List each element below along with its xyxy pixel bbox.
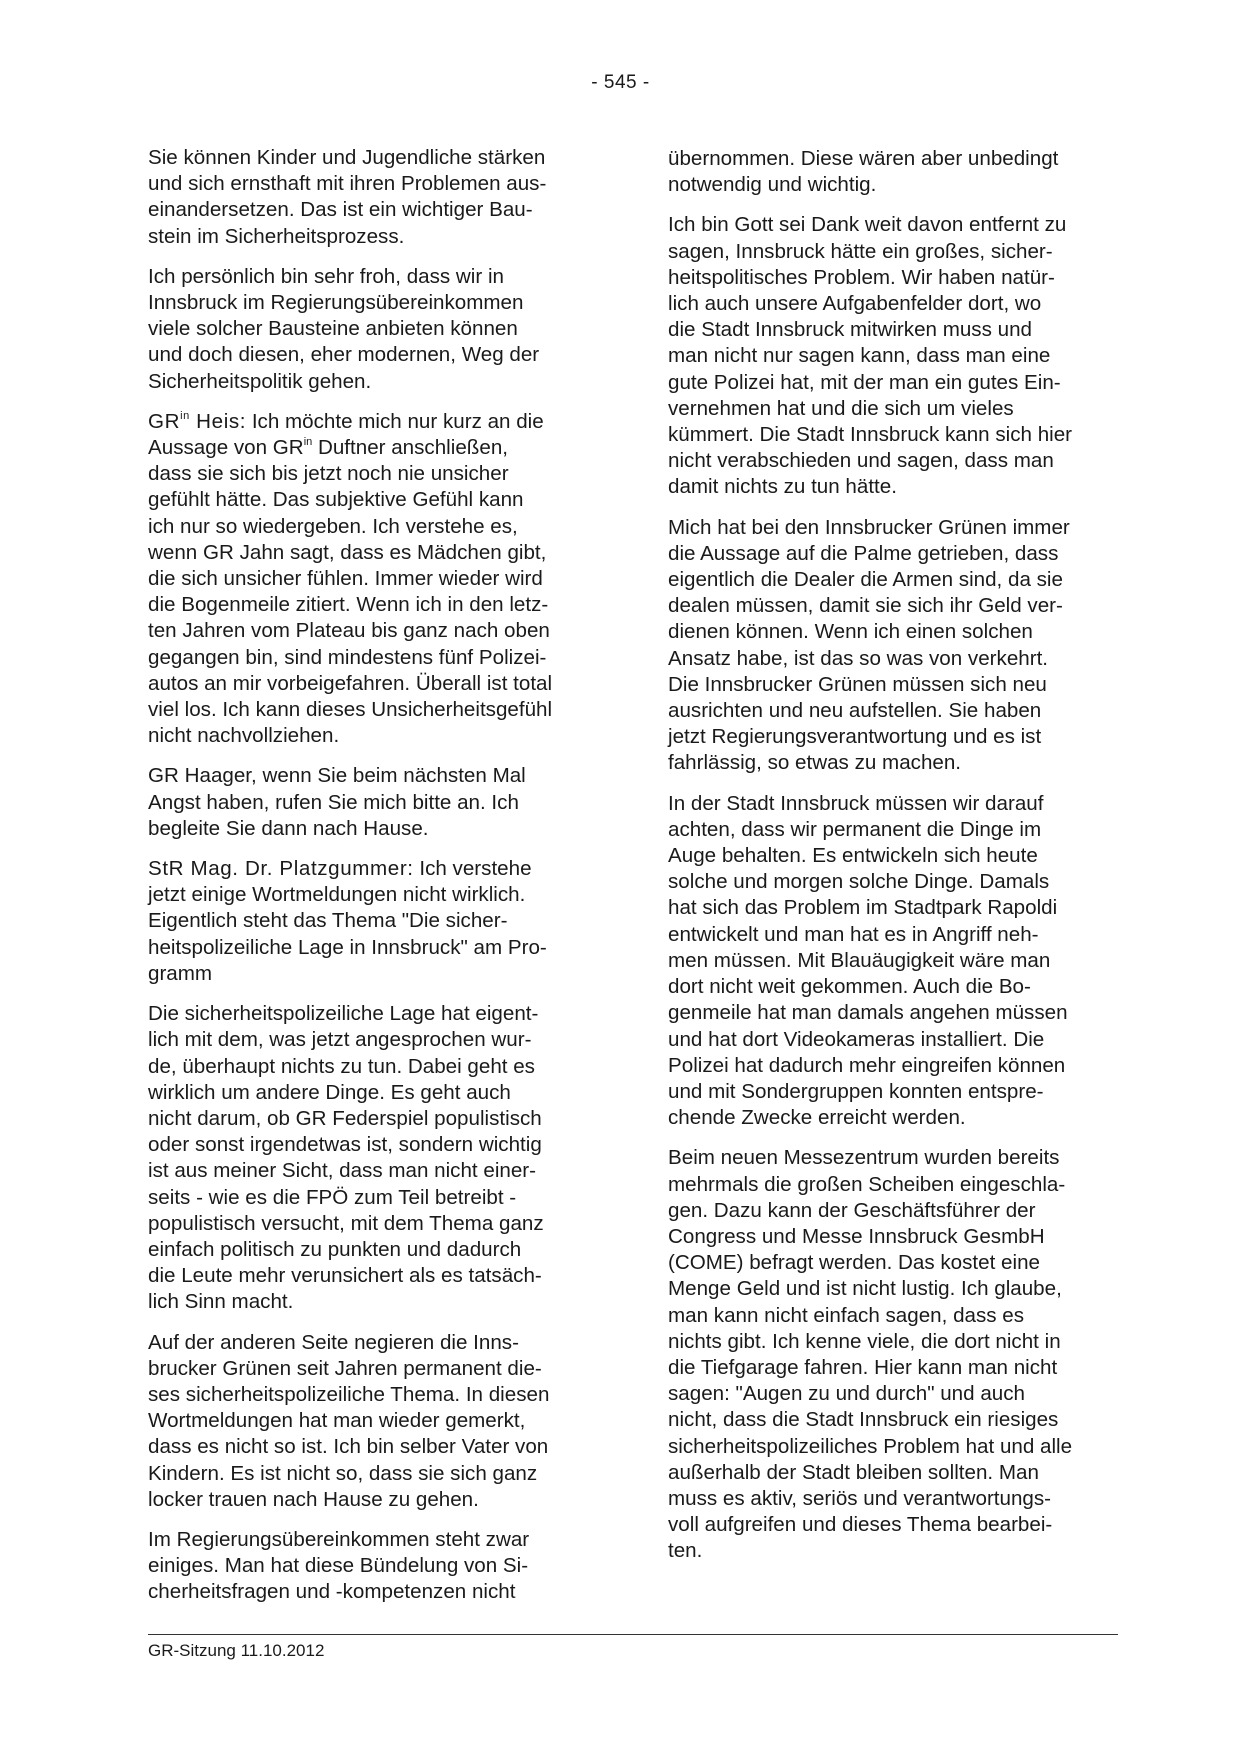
left-paragraph-2: Ich persönlich bin sehr froh, dass wir in Innsbruck im Regierungsübereinkommen viele solcher Bausteine anbieten können und doch diesen, eher modernen, Weg der Sicherheitspolitik gehen. xyxy=(148,264,540,393)
right-column xyxy=(668,146,1130,1579)
speaker-heis-prefix: GR xyxy=(148,409,181,433)
left-paragraph-7: Auf der anderen Seite negieren die Inns- brucker Grünen seit Jahren permanent die- ses sicherheitspolizeiliche Thema. In diesen Wortmeldungen hat man wieder gemerkt, dass es nicht so ist. Ich bin selber Vater von Kindern. Es ist nicht so, dass sie sich ganz locker trauen nach Hause zu gehen. xyxy=(148,1330,550,1511)
left-column xyxy=(148,145,604,1620)
heis-text-a: Ich möchte mich nur kurz an die Aussage von GR xyxy=(148,409,544,460)
right-paragraph-3: Mich hat bei den Innsbrucker Grünen immer die Aussage auf die Palme getrieben, dass eigentlich die Dealer die Armen sind, da sie dealen müssen, damit sie sich ihr Geld ver- dienen können. Wenn ich einen solchen Ansatz habe, ist das so was von verkehrt. Die Innsbrucker Grünen müssen sich neu ausrichten und neu aufstellen. Sie haben jetzt Regierungsverantwortung und es ist fahrlässig, so etwas zu machen. xyxy=(668,515,1070,775)
speaker-heis-name: Heis: xyxy=(189,409,247,433)
left-paragraph-1: Sie können Kinder und Jugendliche stärken und sich ernsthaft mit ihren Problemen aus- einandersetzen. Das ist ein wichtiger Bau- stein im Sicherheitsprozess. xyxy=(148,146,547,248)
footer-divider xyxy=(148,1634,1118,1635)
page-number: - 545 - xyxy=(591,72,650,93)
right-paragraph-1: übernommen. Diese wären aber unbedingt notwendig und wichtig. xyxy=(668,147,1059,197)
footer-session-date: GR-Sitzung 11.10.2012 xyxy=(148,1641,325,1660)
speaker-heis xyxy=(148,410,246,433)
right-paragraph-2: Ich bin Gott sei Dank weit davon entfernt zu sagen, Innsbruck hätte ein großes, sicher- heitspolitisches Problem. Wir haben natür- lich auch unsere Aufgabenfelder dort, wo die Stadt Innsbruck mitwirken muss und man nicht nur sagen kann, dass man eine gute Polizei hat, mit der man ein gutes Ein- vernehmen hat und die sich um vieles kümmert. Die Stadt Innsbruck kann sich hier nicht verabschieden und sagen, dass man damit nichts zu tun hätte. xyxy=(668,213,1073,499)
left-paragraph-3-heis xyxy=(148,409,604,750)
left-paragraph-4: GR Haager, wenn Sie beim nächsten Mal Angst haben, rufen Sie mich bitte an. Ich begleite Sie dann nach Hause. xyxy=(148,764,526,840)
speaker-heis-sup: in xyxy=(180,409,190,422)
heis-text-b: Duftner anschließen, dass sie sich bis jetzt noch nie unsicher gefühlt hätte. Das subjektive Gefühl kann ich nur so wiedergeben. Ich verstehe es, wenn GR Jahn sagt, dass es Mädchen gibt, die sich unsicher fühlen. Immer wieder wird die Bogenmeile zitiert. Wenn ich in den letz- ten Jahren vom Plateau bis ganz nach oben gegangen bin, sind mindestens fünf Polizei- autos an mir vorbeigefahren. Überall ist total viel los. Ich kann dieses Unsicherheitsgefühl nicht nachvollziehen. xyxy=(148,436,553,748)
right-paragraph-5: Beim neuen Messezentrum wurden bereits mehrmals die großen Scheiben eingeschla- gen. Dazu kann der Geschäftsführer der Congress und Messe Innsbruck GesmbH (COME) befragt werden. Das kostet eine Menge Geld und ist nicht lustig. Ich glaube, man kann nicht einfach sagen, dass es nichts gibt. Ich kenne viele, die dort nicht in die Tiefgarage fahren. Hier kann man nicht sagen: "Augen zu und durch" und auch nicht, dass die Stadt Innsbruck ein riesiges sicherheitspolizeiliches Problem hat und alle außerhalb der Stadt bleiben sollten. Man muss es aktiv, seriös und verantwortungs- voll aufgreifen und dieses Thema bearbei- ten. xyxy=(668,1146,1073,1563)
heis-text-sup: in xyxy=(303,436,313,449)
speaker-platzgummer: StR Mag. Dr. Platzgummer: xyxy=(148,857,414,881)
left-paragraph-5-platzgummer xyxy=(148,856,604,987)
right-paragraph-4: In der Stadt Innsbruck müssen wir darauf achten, dass wir permanent die Dinge im Auge behalten. Es entwickeln sich heute solche und morgen solche Dinge. Damals hat sich das Problem im Stadtpark Rapoldi entwickelt und man hat es in Angriff neh- men müssen. Mit Blauäugigkeit wäre man dort nicht weit gekommen. Auch die Bo- genmeile hat man damals angehen müssen und hat dort Videokameras installiert. Die Polizei hat dadurch mehr eingreifen können und mit Sondergruppen konnten entspre- chende Zwecke erreicht werden. xyxy=(668,791,1068,1130)
left-paragraph-8: Im Regierungsübereinkommen steht zwar einiges. Man hat diese Bündelung von Si- cherheitsfragen und -kompetenzen nicht xyxy=(148,1527,530,1604)
platzgummer-text: Ich verstehe jetzt einige Wortmeldungen nicht wirklich. Eigentlich steht das Thema "Die sicher- heitspolizeiliche Lage in Innsbruck" am Pro- gramm xyxy=(148,857,547,985)
left-paragraph-6: Die sicherheitspolizeiliche Lage hat eigent- lich mit dem, was jetzt angesprochen wur- de, überhaupt nichts zu tun. Dabei geht es wirklich um andere Dinge. Es geht auch nicht darum, ob GR Federspiel populistisch oder sonst irgendetwas ist, sondern wichtig ist aus meiner Sicht, dass man nicht einer- seits - wie es die FPÖ zum Teil betreibt - populistisch versucht, mit dem Thema ganz einfach politisch zu punkten und dadurch die Leute mehr verunsichert als es tatsäch- lich Sinn macht. xyxy=(148,1002,544,1314)
